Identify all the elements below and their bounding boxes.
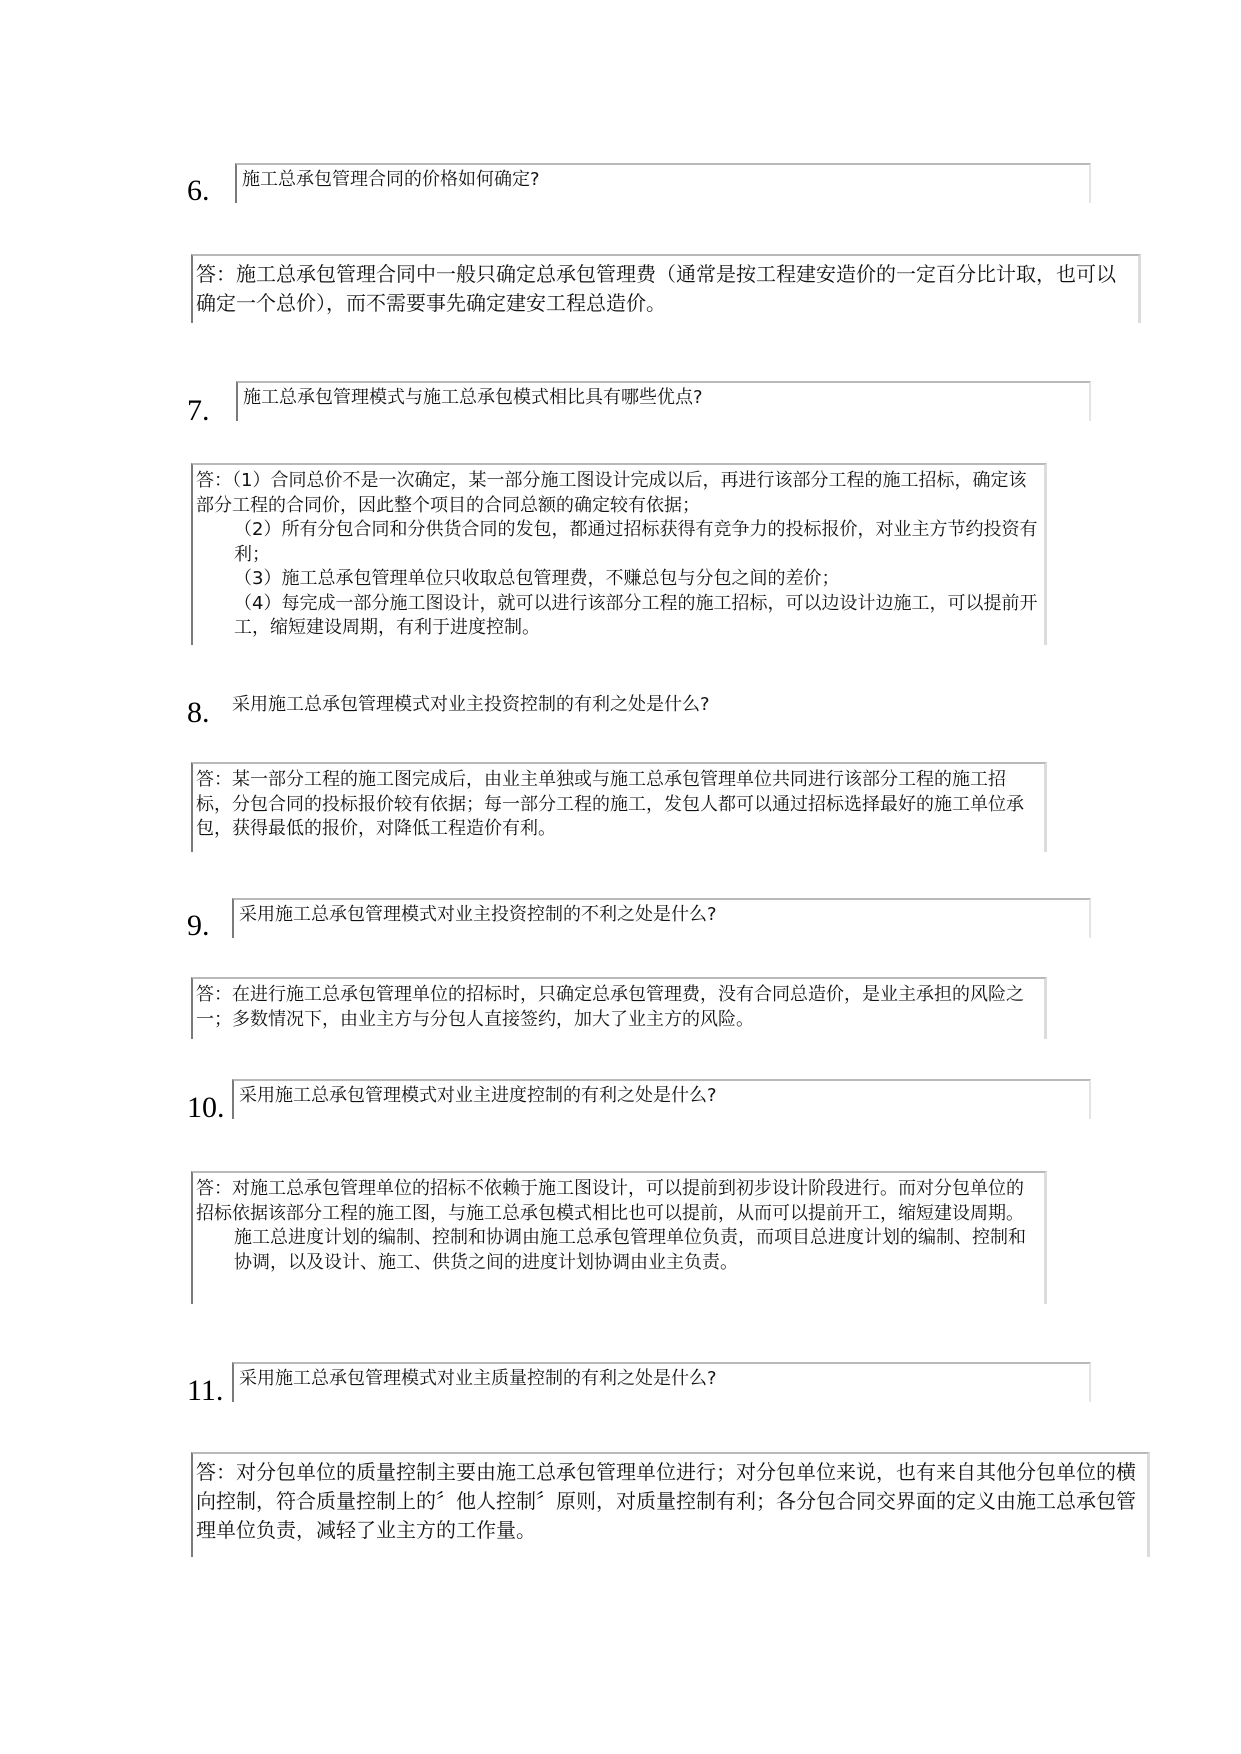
question-box-11 [232, 1362, 1091, 1402]
answer-box-6 [191, 254, 1141, 323]
answer-box-10 [191, 1171, 1047, 1304]
answer-6-para-1: 答：施工总承包管理合同中一般只确定总承包管理费（通常是按工程建安造价的一定百分比计取，也可以确定一个总价），而不需要事先确定建安工程总造价。 [196, 262, 1116, 315]
question-box-6 [235, 163, 1091, 203]
question-text-8: 采用施工总承包管理模式对业主投资控制的有利之处是什么? [232, 694, 710, 715]
question-number-8: 8. [187, 696, 210, 729]
question-number-11: 11. [187, 1374, 224, 1407]
answer-box-9 [191, 977, 1047, 1039]
question-number-9: 9. [187, 909, 210, 942]
question-text-6: 施工总承包管理合同的价格如何确定? [242, 169, 540, 190]
answer-10-para-2: 施工总进度计划的编制、控制和协调由施工总承包管理单位负责，而项目总进度计划的编制、控制和协调，以及设计、施工、供货之间的进度计划协调由业主负责。 [234, 1227, 1026, 1273]
answer-box-11 [191, 1452, 1150, 1557]
answer-box-8 [191, 762, 1047, 852]
question-text-7: 施工总承包管理模式与施工总承包模式相比具有哪些优点? [243, 387, 703, 408]
answer-7-para-3: （3）施工总承包管理单位只收取总包管理费，不赚总包与分包之间的差价； [234, 568, 840, 589]
question-number-10: 10. [187, 1091, 225, 1124]
answer-7-para-1: 答：（1）合同总价不是一次确定，某一部分施工图设计完成以后，再进行该部分工程的施工招标，确定该部分工程的合同价，因此整个项目的合同总额的确定较有依据； [196, 470, 1027, 516]
answer-7-para-2: （2）所有分包合同和分供货合同的发包，都通过招标获得有竞争力的投标报价，对业主方节约投资有利； [234, 519, 1038, 565]
answer-8-para-1: 答：某一部分工程的施工图完成后，由业主单独或与施工总承包管理单位共同进行该部分工程的施工招标，分包合同的投标报价较有依据；每一部分工程的施工，发包人都可以通过招标选择最好的施工单位承包，获得最低的报价，对降低工程造价有利。 [196, 769, 1024, 839]
answer-9-para-1: 答：在进行施工总承包管理单位的招标时，只确定总承包管理费，没有合同总造价，是业主承担的风险之一；多数情况下，由业主方与分包人直接签约，加大了业主方的风险。 [196, 984, 1024, 1030]
question-number-6: 6. [187, 174, 210, 207]
answer-11-para-1: 答：对分包单位的质量控制主要由施工总承包管理单位进行；对分包单位来说，也有来自其他分包单位的横向控制，符合质量控制上的〞他人控制〞原则，对质量控制有利；各分包合同交界面的定义由施工总承包管理单位负责，减轻了业主方的工作量。 [196, 1460, 1136, 1542]
question-text-11: 采用施工总承包管理模式对业主质量控制的有利之处是什么? [239, 1368, 717, 1389]
question-text-9: 采用施工总承包管理模式对业主投资控制的不利之处是什么? [239, 904, 717, 925]
answer-7-para-4: （4）每完成一部分施工图设计，就可以进行该部分工程的施工招标，可以边设计边施工，可以提前开工，缩短建设周期，有利于进度控制。 [234, 592, 1038, 638]
answer-box-7 [191, 463, 1047, 645]
question-text-10: 采用施工总承包管理模式对业主进度控制的有利之处是什么? [239, 1085, 717, 1106]
answer-10-para-1: 答：对施工总承包管理单位的招标不依赖于施工图设计，可以提前到初步设计阶段进行。而对分包单位的招标依据该部分工程的施工图，与施工总承包模式相比也可以提前，从而可以提前开工，缩短建设周期。 [196, 1178, 1024, 1224]
question-box-9 [232, 898, 1091, 938]
question-box-7 [236, 381, 1091, 421]
question-number-7: 7. [187, 394, 210, 427]
question-box-10 [232, 1079, 1091, 1119]
